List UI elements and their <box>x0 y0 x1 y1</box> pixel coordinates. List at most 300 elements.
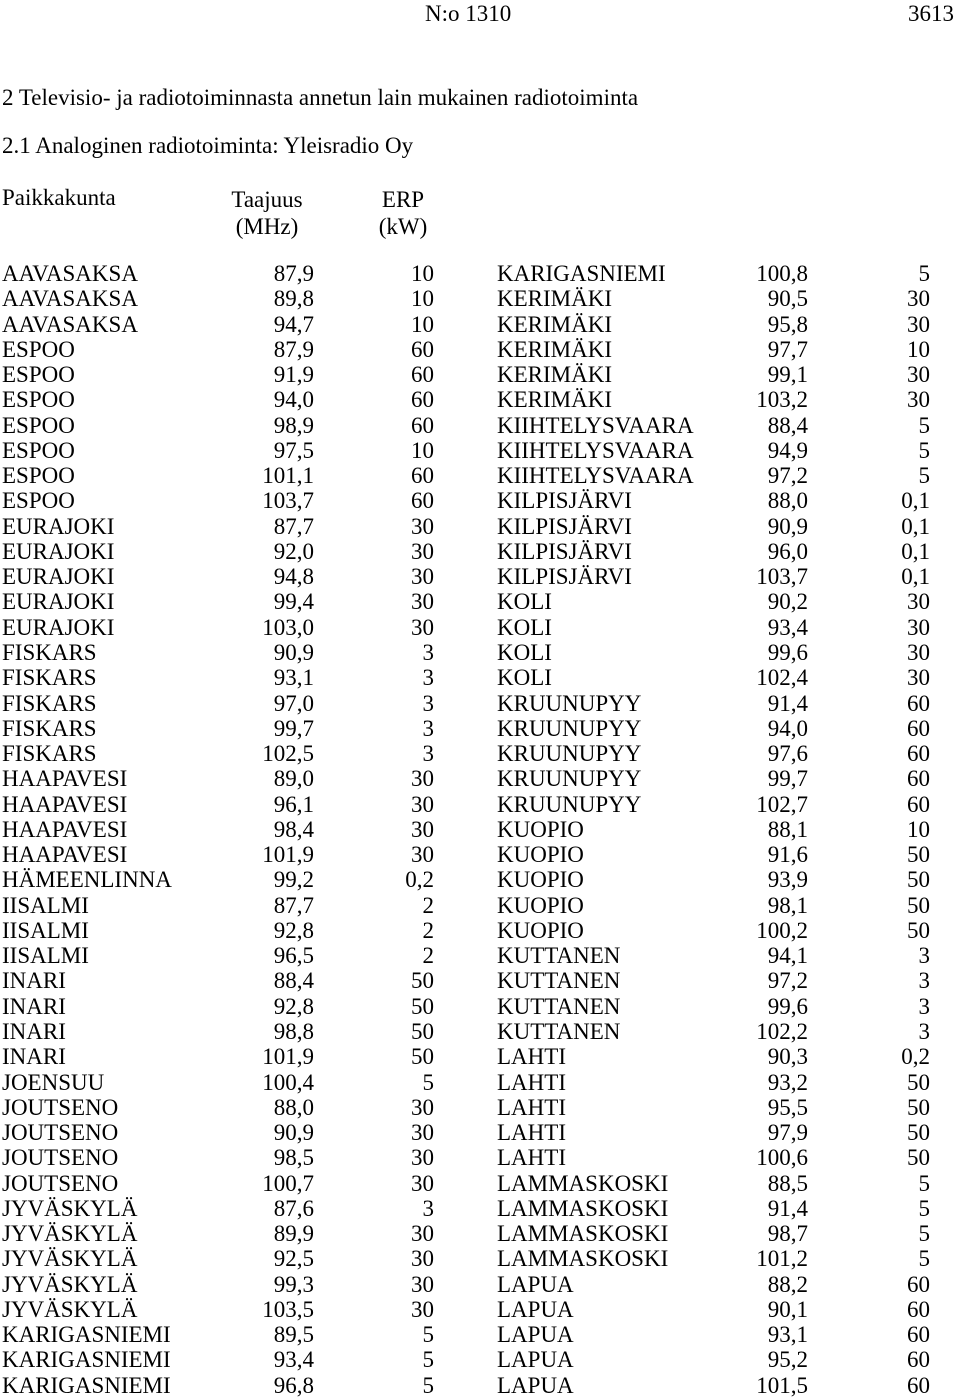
station-name: JOUTSENO <box>2 1170 119 1196</box>
frequency-mhz: 93,4 <box>767 614 808 640</box>
frequency-mhz: 88,2 <box>767 1271 808 1297</box>
station-name: INARI <box>2 968 66 994</box>
table-row <box>0 515 960 540</box>
frequency-mhz: 98,1 <box>767 892 808 918</box>
station-name: KERIMÄKI <box>497 286 612 312</box>
right-table-column <box>0 262 960 1399</box>
table-row <box>0 287 960 312</box>
table-row <box>0 262 960 287</box>
table-row <box>0 414 960 439</box>
frequency-mhz: 95,2 <box>767 1347 808 1373</box>
erp-kw: 50 <box>907 1120 930 1146</box>
frequency-mhz: 93,2 <box>767 1069 808 1095</box>
station-name: ESPOO <box>2 362 75 388</box>
frequency-mhz: 100,8 <box>756 261 808 286</box>
station-name: JYVÄSKYLÄ <box>2 1271 138 1297</box>
erp-kw: 10 <box>411 311 434 337</box>
table-row <box>0 338 960 363</box>
frequency-mhz: 102,5 <box>262 741 314 767</box>
station-name: JYVÄSKYLÄ <box>2 1221 138 1247</box>
station-name: KUTTANEN <box>497 993 621 1019</box>
erp-kw: 30 <box>907 311 930 337</box>
erp-kw: 3 <box>918 993 930 1019</box>
erp-kw: 60 <box>411 336 434 362</box>
erp-kw: 60 <box>907 1271 930 1297</box>
erp-kw: 30 <box>411 1094 434 1120</box>
table-row <box>0 944 960 969</box>
erp-kw: 30 <box>411 513 434 539</box>
frequency-mhz: 94,8 <box>273 564 314 590</box>
erp-kw: 50 <box>411 1018 434 1044</box>
station-name: FISKARS <box>2 665 97 691</box>
frequency-mhz: 94,1 <box>767 943 808 969</box>
frequency-mhz: 98,7 <box>767 1221 808 1247</box>
erp-kw: 60 <box>907 1322 930 1348</box>
table-row <box>0 894 960 919</box>
frequency-mhz: 99,4 <box>273 589 314 615</box>
frequency-mhz: 94,0 <box>273 387 314 413</box>
table-row <box>0 919 960 944</box>
erp-kw: 0,1 <box>901 513 930 539</box>
column-header-place: Paikkakunta <box>2 185 116 210</box>
frequency-mhz: 101,9 <box>262 1044 314 1070</box>
table-row <box>0 1172 960 1197</box>
table-row <box>0 1146 960 1171</box>
erp-kw: 0,1 <box>901 538 930 564</box>
station-name: KIIHTELYSVAARA <box>497 412 694 438</box>
erp-kw: 3 <box>422 741 434 767</box>
station-name: HAAPAVESI <box>2 766 128 792</box>
frequency-mhz: 95,8 <box>767 311 808 337</box>
station-name: ESPOO <box>2 336 75 362</box>
station-name: AAVASAKSA <box>2 261 138 286</box>
erp-kw: 3 <box>918 1018 930 1044</box>
table-row <box>0 843 960 868</box>
erp-kw: 5 <box>918 261 930 286</box>
station-name: KERIMÄKI <box>497 387 612 413</box>
station-name: KARIGASNIEMI <box>2 1372 171 1398</box>
station-name: KUTTANEN <box>497 943 621 969</box>
table-row <box>0 666 960 691</box>
frequency-mhz: 91,4 <box>767 1195 808 1221</box>
table-row <box>0 1374 960 1399</box>
frequency-mhz: 97,6 <box>767 741 808 767</box>
station-name: ESPOO <box>2 387 75 413</box>
station-name: FISKARS <box>2 741 97 767</box>
frequency-mhz: 94,7 <box>273 311 314 337</box>
frequency-mhz: 91,9 <box>273 362 314 388</box>
column-header-frequency-line1: Taajuus <box>231 187 303 212</box>
station-name: AAVASAKSA <box>2 311 138 337</box>
erp-kw: 30 <box>907 286 930 312</box>
station-name: LAPUA <box>497 1322 574 1348</box>
erp-kw: 5 <box>918 1246 930 1272</box>
frequency-mhz: 103,5 <box>262 1296 314 1322</box>
station-name: JOUTSENO <box>2 1120 119 1146</box>
station-name: IISALMI <box>2 892 89 918</box>
erp-kw: 30 <box>907 362 930 388</box>
frequency-mhz: 102,7 <box>756 791 808 817</box>
erp-kw: 30 <box>907 589 930 615</box>
station-name: EURAJOKI <box>2 538 115 564</box>
erp-kw: 30 <box>907 665 930 691</box>
table-row <box>0 363 960 388</box>
station-name: EURAJOKI <box>2 614 115 640</box>
erp-kw: 30 <box>411 816 434 842</box>
frequency-mhz: 96,1 <box>273 791 314 817</box>
station-name: FISKARS <box>2 639 97 665</box>
station-name: KOLI <box>497 589 552 615</box>
frequency-mhz: 97,0 <box>273 690 314 716</box>
erp-kw: 5 <box>918 1195 930 1221</box>
erp-kw: 5 <box>422 1347 434 1373</box>
table-row <box>0 1323 960 1348</box>
frequency-mhz: 101,2 <box>756 1246 808 1272</box>
frequency-mhz: 90,2 <box>767 589 808 615</box>
frequency-mhz: 89,8 <box>273 286 314 312</box>
station-name: KUTTANEN <box>497 1018 621 1044</box>
station-name: KUOPIO <box>497 917 584 943</box>
station-name: LAHTI <box>497 1120 566 1146</box>
erp-kw: 60 <box>411 362 434 388</box>
frequency-mhz: 88,4 <box>273 968 314 994</box>
erp-kw: 0,2 <box>901 1044 930 1070</box>
erp-kw: 3 <box>422 1195 434 1221</box>
station-name: LAHTI <box>497 1145 566 1171</box>
station-name: JYVÄSKYLÄ <box>2 1195 138 1221</box>
station-name: HAAPAVESI <box>2 791 128 817</box>
station-name: KIIHTELYSVAARA <box>497 437 694 463</box>
erp-kw: 2 <box>422 917 434 943</box>
station-name: FISKARS <box>2 690 97 716</box>
erp-kw: 50 <box>907 867 930 893</box>
station-name: JOENSUU <box>2 1069 105 1095</box>
station-name: JYVÄSKYLÄ <box>2 1246 138 1272</box>
station-name: INARI <box>2 1044 66 1070</box>
frequency-mhz: 87,9 <box>273 336 314 362</box>
frequency-mhz: 97,7 <box>767 336 808 362</box>
erp-kw: 3 <box>918 968 930 994</box>
erp-kw: 30 <box>907 639 930 665</box>
erp-kw: 30 <box>411 1120 434 1146</box>
station-name: HAAPAVESI <box>2 842 128 868</box>
erp-kw: 0,1 <box>901 488 930 514</box>
table-row <box>0 995 960 1020</box>
table-row <box>0 1273 960 1298</box>
frequency-mhz: 97,2 <box>767 968 808 994</box>
table-row <box>0 489 960 514</box>
page-number: 3613 <box>908 1 954 26</box>
frequency-mhz: 100,2 <box>756 917 808 943</box>
station-name: KRUUNUPYY <box>497 715 642 741</box>
table-row <box>0 439 960 464</box>
erp-kw: 3 <box>422 715 434 741</box>
subsection-heading: 2.1 Analoginen radiotoiminta: Yleisradio Oy <box>2 133 414 158</box>
erp-kw: 3 <box>918 943 930 969</box>
erp-kw: 60 <box>411 412 434 438</box>
erp-kw: 30 <box>411 842 434 868</box>
erp-kw: 5 <box>918 463 930 489</box>
erp-kw: 30 <box>907 387 930 413</box>
frequency-mhz: 103,7 <box>756 564 808 590</box>
table-row <box>0 313 960 338</box>
frequency-mhz: 101,5 <box>756 1372 808 1398</box>
table-row <box>0 692 960 717</box>
frequency-mhz: 98,8 <box>273 1018 314 1044</box>
erp-kw: 60 <box>907 766 930 792</box>
station-name: KUTTANEN <box>497 968 621 994</box>
frequency-mhz: 90,9 <box>273 639 314 665</box>
station-name: INARI <box>2 993 66 1019</box>
erp-kw: 30 <box>411 564 434 590</box>
station-name: KERIMÄKI <box>497 362 612 388</box>
erp-kw: 10 <box>907 816 930 842</box>
section-heading: 2 Televisio- ja radiotoiminnasta annetun lain mukainen radiotoiminta <box>2 85 639 110</box>
frequency-mhz: 87,6 <box>273 1195 314 1221</box>
station-name: KOLI <box>497 665 552 691</box>
frequency-mhz: 100,7 <box>262 1170 314 1196</box>
frequency-mhz: 91,6 <box>767 842 808 868</box>
table-row <box>0 1121 960 1146</box>
frequency-mhz: 99,2 <box>273 867 314 893</box>
station-name: INARI <box>2 1018 66 1044</box>
erp-kw: 10 <box>907 336 930 362</box>
frequency-mhz: 102,2 <box>756 1018 808 1044</box>
frequency-mhz: 93,9 <box>767 867 808 893</box>
table-row <box>0 969 960 994</box>
column-header-frequency <box>218 186 316 240</box>
erp-kw: 10 <box>411 286 434 312</box>
erp-kw: 60 <box>907 1296 930 1322</box>
frequency-mhz: 90,3 <box>767 1044 808 1070</box>
column-header-erp-line1: ERP <box>381 187 425 212</box>
frequency-mhz: 92,8 <box>273 917 314 943</box>
frequency-mhz: 89,0 <box>273 766 314 792</box>
erp-kw: 30 <box>411 1246 434 1272</box>
table-row <box>0 464 960 489</box>
frequency-mhz: 95,5 <box>767 1094 808 1120</box>
station-name: LAPUA <box>497 1296 574 1322</box>
erp-kw: 10 <box>411 437 434 463</box>
erp-kw: 10 <box>411 261 434 286</box>
column-header-frequency-line2: (MHz) <box>235 214 299 239</box>
table-row <box>0 616 960 641</box>
erp-kw: 60 <box>411 387 434 413</box>
frequency-mhz: 96,0 <box>767 538 808 564</box>
station-name: KUOPIO <box>497 842 584 868</box>
station-name: LAHTI <box>497 1069 566 1095</box>
table-row <box>0 1071 960 1096</box>
frequency-mhz: 90,9 <box>767 513 808 539</box>
station-name: KRUUNUPYY <box>497 766 642 792</box>
station-name: LAPUA <box>497 1271 574 1297</box>
station-name: IISALMI <box>2 917 89 943</box>
column-header-erp <box>370 186 436 240</box>
table-row <box>0 1197 960 1222</box>
erp-kw: 30 <box>411 1170 434 1196</box>
table-row <box>0 641 960 666</box>
erp-kw: 5 <box>918 1170 930 1196</box>
erp-kw: 60 <box>907 791 930 817</box>
erp-kw: 60 <box>907 690 930 716</box>
station-name: JOUTSENO <box>2 1094 119 1120</box>
frequency-mhz: 88,0 <box>273 1094 314 1120</box>
station-name: KUOPIO <box>497 816 584 842</box>
frequency-mhz: 99,6 <box>767 993 808 1019</box>
station-name: EURAJOKI <box>2 589 115 615</box>
station-name: IISALMI <box>2 943 89 969</box>
station-name: HÄMEENLINNA <box>2 867 172 893</box>
station-name: EURAJOKI <box>2 513 115 539</box>
frequency-mhz: 99,7 <box>767 766 808 792</box>
frequency-mhz: 103,0 <box>262 614 314 640</box>
column-header-erp-line2: (kW) <box>378 214 428 239</box>
station-name: KIIHTELYSVAARA <box>497 463 694 489</box>
station-name: JYVÄSKYLÄ <box>2 1296 138 1322</box>
frequency-mhz: 91,4 <box>767 690 808 716</box>
station-name: KARIGASNIEMI <box>2 1322 171 1348</box>
station-name: AAVASAKSA <box>2 286 138 312</box>
table-row <box>0 1020 960 1045</box>
station-name: LAHTI <box>497 1094 566 1120</box>
frequency-mhz: 88,0 <box>767 488 808 514</box>
frequency-mhz: 89,9 <box>273 1221 314 1247</box>
station-name: KERIMÄKI <box>497 336 612 362</box>
frequency-mhz: 103,7 <box>262 488 314 514</box>
erp-kw: 60 <box>907 1347 930 1373</box>
erp-kw: 30 <box>411 766 434 792</box>
station-name: KILPISJÄRVI <box>497 564 632 590</box>
station-name: KRUUNUPYY <box>497 690 642 716</box>
station-name: LAMMASKOSKI <box>497 1170 669 1196</box>
station-name: LAHTI <box>497 1044 566 1070</box>
frequency-mhz: 92,0 <box>273 538 314 564</box>
table-row <box>0 793 960 818</box>
table-row <box>0 1247 960 1272</box>
station-name: LAMMASKOSKI <box>497 1246 669 1272</box>
table-row <box>0 1222 960 1247</box>
frequency-mhz: 93,1 <box>767 1322 808 1348</box>
erp-kw: 2 <box>422 892 434 918</box>
table-row <box>0 1298 960 1323</box>
erp-kw: 50 <box>411 993 434 1019</box>
erp-kw: 30 <box>411 538 434 564</box>
erp-kw: 30 <box>411 589 434 615</box>
station-name: KRUUNUPYY <box>497 741 642 767</box>
frequency-mhz: 101,1 <box>262 463 314 489</box>
erp-kw: 5 <box>422 1372 434 1398</box>
erp-kw: 60 <box>411 488 434 514</box>
erp-kw: 30 <box>907 614 930 640</box>
frequency-mhz: 98,9 <box>273 412 314 438</box>
table-row <box>0 742 960 767</box>
station-name: ESPOO <box>2 488 75 514</box>
station-name: HAAPAVESI <box>2 816 128 842</box>
erp-kw: 30 <box>411 1296 434 1322</box>
frequency-mhz: 97,5 <box>273 437 314 463</box>
erp-kw: 0,2 <box>405 867 434 893</box>
frequency-mhz: 93,4 <box>273 1347 314 1373</box>
table-row <box>0 1348 960 1373</box>
erp-kw: 30 <box>411 614 434 640</box>
frequency-mhz: 94,9 <box>767 437 808 463</box>
frequency-mhz: 89,5 <box>273 1322 314 1348</box>
station-name: KRUUNUPYY <box>497 791 642 817</box>
erp-kw: 50 <box>907 892 930 918</box>
frequency-mhz: 87,9 <box>273 261 314 286</box>
frequency-mhz: 99,7 <box>273 715 314 741</box>
erp-kw: 30 <box>411 1221 434 1247</box>
station-name: LAPUA <box>497 1372 574 1398</box>
frequency-mhz: 98,4 <box>273 816 314 842</box>
station-name: LAMMASKOSKI <box>497 1195 669 1221</box>
table-row <box>0 717 960 742</box>
station-name: ESPOO <box>2 412 75 438</box>
table-row <box>0 565 960 590</box>
frequency-mhz: 90,9 <box>273 1120 314 1146</box>
frequency-mhz: 88,4 <box>767 412 808 438</box>
erp-kw: 5 <box>918 437 930 463</box>
erp-kw: 50 <box>907 1094 930 1120</box>
table-row <box>0 767 960 792</box>
frequency-mhz: 99,1 <box>767 362 808 388</box>
station-name: KARIGASNIEMI <box>497 261 666 286</box>
frequency-mhz: 100,6 <box>756 1145 808 1171</box>
erp-kw: 0,1 <box>901 564 930 590</box>
frequency-mhz: 96,5 <box>273 943 314 969</box>
frequency-mhz: 101,9 <box>262 842 314 868</box>
erp-kw: 50 <box>411 968 434 994</box>
erp-kw: 5 <box>422 1322 434 1348</box>
station-name: FISKARS <box>2 715 97 741</box>
station-name: KOLI <box>497 639 552 665</box>
erp-kw: 60 <box>907 1372 930 1398</box>
frequency-mhz: 102,4 <box>756 665 808 691</box>
frequency-mhz: 100,4 <box>262 1069 314 1095</box>
frequency-mhz: 93,1 <box>273 665 314 691</box>
station-name: ESPOO <box>2 463 75 489</box>
frequency-mhz: 94,0 <box>767 715 808 741</box>
erp-kw: 50 <box>907 842 930 868</box>
erp-kw: 5 <box>918 412 930 438</box>
erp-kw: 60 <box>907 715 930 741</box>
erp-kw: 60 <box>411 463 434 489</box>
table-row <box>0 1045 960 1070</box>
station-name: LAPUA <box>497 1347 574 1373</box>
table-row <box>0 868 960 893</box>
table-row <box>0 818 960 843</box>
frequency-mhz: 96,8 <box>273 1372 314 1398</box>
frequency-mhz: 97,2 <box>767 463 808 489</box>
table-row <box>0 388 960 413</box>
frequency-mhz: 88,1 <box>767 816 808 842</box>
erp-kw: 50 <box>907 1145 930 1171</box>
erp-kw: 30 <box>411 1271 434 1297</box>
erp-kw: 30 <box>411 791 434 817</box>
station-name: JOUTSENO <box>2 1145 119 1171</box>
erp-kw: 3 <box>422 690 434 716</box>
frequency-mhz: 90,5 <box>767 286 808 312</box>
frequency-mhz: 87,7 <box>273 892 314 918</box>
erp-kw: 3 <box>422 639 434 665</box>
frequency-mhz: 92,8 <box>273 993 314 1019</box>
erp-kw: 30 <box>411 1145 434 1171</box>
erp-kw: 50 <box>411 1044 434 1070</box>
frequency-mhz: 88,5 <box>767 1170 808 1196</box>
station-name: KARIGASNIEMI <box>2 1347 171 1373</box>
erp-kw: 5 <box>422 1069 434 1095</box>
frequency-mhz: 97,9 <box>767 1120 808 1146</box>
